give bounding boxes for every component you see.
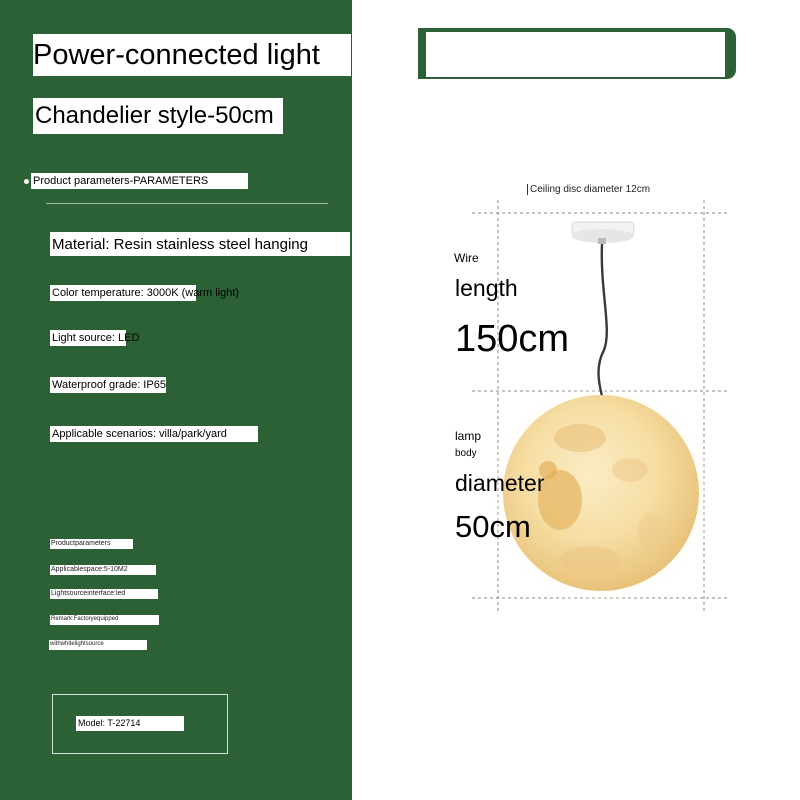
ceiling-disc <box>572 222 634 244</box>
ceiling-disc-label: Ceiling disc diameter 12cm <box>527 184 650 195</box>
param-light-source: Light source: LED <box>52 332 140 344</box>
product-subtitle: Chandelier style-50cm <box>33 98 283 134</box>
model-number: Model: T-22714 <box>76 716 184 731</box>
param-color-temperature: Color temperature: 3000K (warm light) <box>52 287 240 299</box>
lamp-label-2: body <box>455 448 477 459</box>
wire-label-2: length <box>455 275 518 301</box>
wire-label-1: Wire <box>454 251 479 265</box>
small-param-remark-cont: withwhitelightsource <box>49 640 147 650</box>
param-waterproof: Waterproof grade: IP65 <box>52 379 166 391</box>
small-param-remark: Remark:Factoryequipped <box>50 615 159 625</box>
suspension-wire <box>599 244 607 396</box>
small-param-interface: Lightsourceinterface:led <box>50 589 158 599</box>
wire-length-value: 150cm <box>455 318 570 360</box>
param-material: Material: Resin stainless steel hanging <box>50 232 350 256</box>
param-scenarios: Applicable scenarios: villa/park/yard <box>50 426 258 442</box>
parameters-heading-text: Product parameters-PARAMETERS <box>31 173 248 189</box>
lamp-diameter-value: 50cm <box>455 509 531 544</box>
small-params-heading: Productparameters <box>50 539 133 549</box>
lamp-label-1: lamp <box>455 429 482 443</box>
lamp-label-3: diameter <box>455 470 545 496</box>
product-title: Power-connected light <box>33 34 351 76</box>
small-param-space: Applicablespace:5-10M2 <box>50 565 156 575</box>
